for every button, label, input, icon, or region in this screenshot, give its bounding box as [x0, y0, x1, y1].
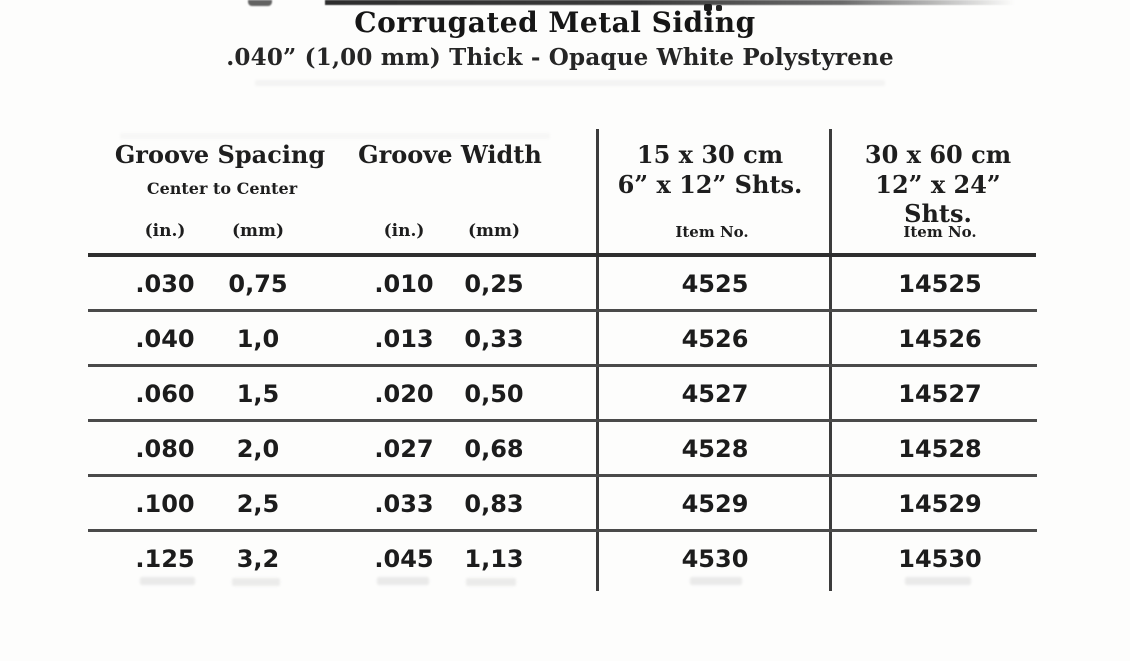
- scan-artifact-top-smear: [325, 0, 1015, 5]
- header-center-to-center: Center to Center: [146, 179, 298, 198]
- header-sheet-small-dims: 6” x 12” Shts.: [617, 170, 803, 199]
- cell-item-small: 4525: [681, 270, 749, 298]
- header-unit-width-mm: (mm): [467, 221, 521, 241]
- header-separator-rule: [88, 253, 1036, 257]
- header-item-no-large: Item No.: [903, 223, 977, 241]
- cell-item-small: 4528: [681, 435, 749, 463]
- cell-width-mm: 0,83: [464, 490, 524, 518]
- header-unit-spacing-mm: (mm): [231, 221, 285, 241]
- cell-width-in: .010: [374, 270, 434, 298]
- cell-spacing-in: .040: [135, 325, 195, 353]
- header-sheet-large-size: 30 x 60 cm: [864, 140, 1012, 169]
- cell-item-large: 14527: [898, 380, 982, 408]
- cell-spacing-mm: 3,2: [236, 545, 280, 573]
- row-separator-rule: [88, 364, 1037, 367]
- cell-item-small: 4526: [681, 325, 749, 353]
- header-groove-width: Groove Width: [358, 140, 542, 169]
- scan-bleed-artifact: [140, 577, 195, 585]
- scan-bleed-artifact: [120, 133, 550, 139]
- cell-width-in: .020: [374, 380, 434, 408]
- column-divider-left: [596, 129, 599, 591]
- header-sheet-large-dims: 12” x 24” Shts.: [875, 170, 1001, 228]
- cell-width-in: .033: [374, 490, 434, 518]
- cell-spacing-mm: 0,75: [228, 270, 288, 298]
- row-separator-rule: [88, 419, 1037, 422]
- scan-bleed-artifact: [466, 578, 516, 586]
- cell-item-large: 14525: [898, 270, 982, 298]
- cell-spacing-in: .100: [135, 490, 195, 518]
- header-unit-width-in: (in.): [383, 221, 425, 241]
- cell-item-large: 14530: [898, 545, 982, 573]
- row-separator-rule: [88, 529, 1037, 532]
- scan-bleed-artifact: [690, 577, 742, 585]
- cell-spacing-mm: 2,5: [236, 490, 280, 518]
- scan-bleed-artifact: [377, 577, 429, 585]
- header-sheet-small-size: 15 x 30 cm: [636, 140, 784, 169]
- cell-item-small: 4529: [681, 490, 749, 518]
- cell-spacing-mm: 1,0: [236, 325, 280, 353]
- cell-spacing-in: .060: [135, 380, 195, 408]
- cell-spacing-in: .030: [135, 270, 195, 298]
- cell-width-in: .045: [374, 545, 434, 573]
- cell-spacing-in: .125: [135, 545, 195, 573]
- cell-width-mm: 0,50: [464, 380, 524, 408]
- page-title: Corrugated Metal Siding: [354, 6, 756, 39]
- cell-width-mm: 0,68: [464, 435, 524, 463]
- cell-width-mm: 0,25: [464, 270, 524, 298]
- cell-item-large: 14526: [898, 325, 982, 353]
- column-divider-right: [829, 129, 832, 591]
- row-separator-rule: [88, 309, 1037, 312]
- scan-bleed-artifact: [232, 578, 280, 586]
- cell-width-in: .013: [374, 325, 434, 353]
- cell-item-large: 14529: [898, 490, 982, 518]
- row-separator-rule: [88, 474, 1037, 477]
- cell-spacing-mm: 2,0: [236, 435, 280, 463]
- header-unit-spacing-in: (in.): [144, 221, 186, 241]
- cell-spacing-in: .080: [135, 435, 195, 463]
- header-item-no-small: Item No.: [675, 223, 749, 241]
- page-subtitle: .040” (1,00 mm) Thick - Opaque White Polystyrene: [226, 44, 894, 71]
- cell-spacing-mm: 1,5: [236, 380, 280, 408]
- scan-bleed-artifact: [255, 80, 885, 86]
- cell-item-small: 4530: [681, 545, 749, 573]
- cell-width-mm: 1,13: [464, 545, 524, 573]
- cell-width-mm: 0,33: [464, 325, 524, 353]
- scan-bleed-artifact: [905, 577, 971, 585]
- cell-width-in: .027: [374, 435, 434, 463]
- cell-item-small: 4527: [681, 380, 749, 408]
- header-groove-spacing: Groove Spacing: [114, 140, 326, 169]
- cell-item-large: 14528: [898, 435, 982, 463]
